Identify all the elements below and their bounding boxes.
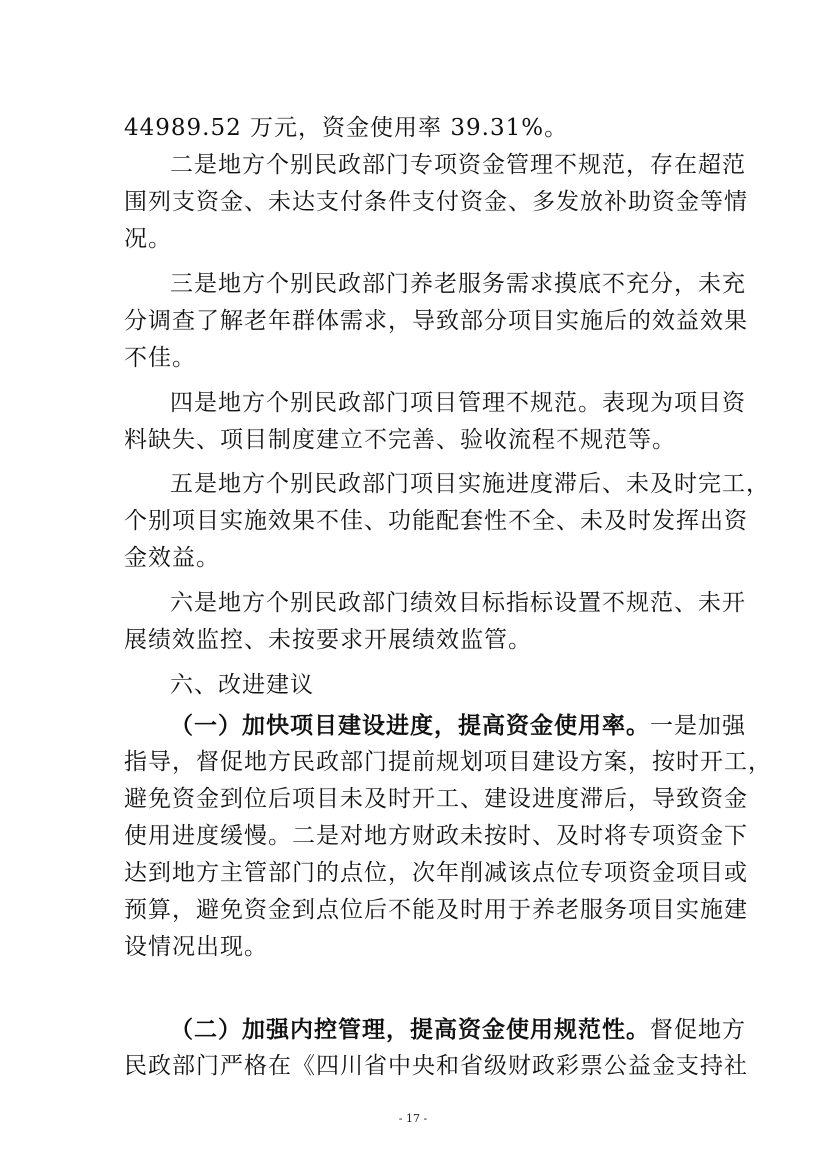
paragraph-issue-3 xyxy=(124,266,748,377)
recommendation-title: （二）加强内控管理，提高资金使用规范性。 xyxy=(170,1016,650,1043)
paragraph-issue-4 xyxy=(124,385,746,459)
text-line: 况。 xyxy=(124,226,172,252)
page-number: - 17 - xyxy=(398,1112,428,1125)
text-line: 六是地方个别民政部门绩效目标指标设置不规范、未开 xyxy=(170,590,746,616)
text-line xyxy=(124,707,746,744)
paragraph-recommendation-1 xyxy=(124,707,772,966)
text-run: 督促地方 xyxy=(650,1017,746,1043)
text-line xyxy=(124,1011,746,1048)
paragraph-recommendation-2 xyxy=(124,1011,748,1085)
text-line: 料缺失、项目制度建立不完善、验收流程不规范等。 xyxy=(124,427,676,453)
text-line: 达到地方主管部门的点位，次年削减该点位专项资金项目或 xyxy=(124,860,748,886)
paragraph-issue-5 xyxy=(124,466,770,577)
text-line: 不佳。 xyxy=(124,345,196,371)
text-line: 分调查了解老年群体需求，导致部分项目实施后的效益效果 xyxy=(124,308,748,334)
text-line: 展绩效监控、未按要求开展绩效监管。 xyxy=(124,627,532,653)
text-line: 民政部门严格在《四川省中央和省级财政彩票公益金支持社 xyxy=(124,1053,748,1079)
text-line: 指导，督促地方民政部门提前规划项目建设方案，按时开工， xyxy=(124,749,772,775)
text-line: 二是地方个别民政部门专项资金管理不规范，存在超范 xyxy=(170,152,746,178)
paragraph-issue-2 xyxy=(124,147,748,258)
text-line: 避免资金到位后项目未及时开工、建设进度滞后，导致资金 xyxy=(124,786,748,812)
text-line: 五是地方个别民政部门项目实施进度滞后、未及时完工， xyxy=(170,471,770,497)
text-line: 个别项目实施效果不佳、功能配套性不全、未及时发挥出资 xyxy=(124,508,748,534)
text-line: 44989.52 万元，资金使用率 39.31%。 xyxy=(124,115,569,141)
text-line: 预算，避免资金到点位后不能及时用于养老服务项目实施建 xyxy=(124,897,748,923)
paragraph-continuation xyxy=(124,110,706,147)
section-heading-text: 六、改进建议 xyxy=(170,672,314,698)
paragraph-issue-6 xyxy=(124,585,746,659)
text-line: 设情况出现。 xyxy=(124,934,268,960)
text-line: 四是地方个别民政部门项目管理不规范。表现为项目资 xyxy=(170,390,746,416)
text-line: 三是地方个别民政部门养老服务需求摸底不充分，未充 xyxy=(170,271,746,297)
text-run: 一是加强 xyxy=(650,713,746,739)
text-line: 围列支资金、未达支付条件支付资金、多发放补助资金等情 xyxy=(124,189,748,215)
text-line: 使用进度缓慢。二是对地方财政未按时、及时将专项资金下 xyxy=(124,823,748,849)
section-heading xyxy=(124,667,706,704)
text-line: 金效益。 xyxy=(124,545,220,571)
recommendation-title: （一）加快项目建设进度，提高资金使用率。 xyxy=(170,712,650,739)
